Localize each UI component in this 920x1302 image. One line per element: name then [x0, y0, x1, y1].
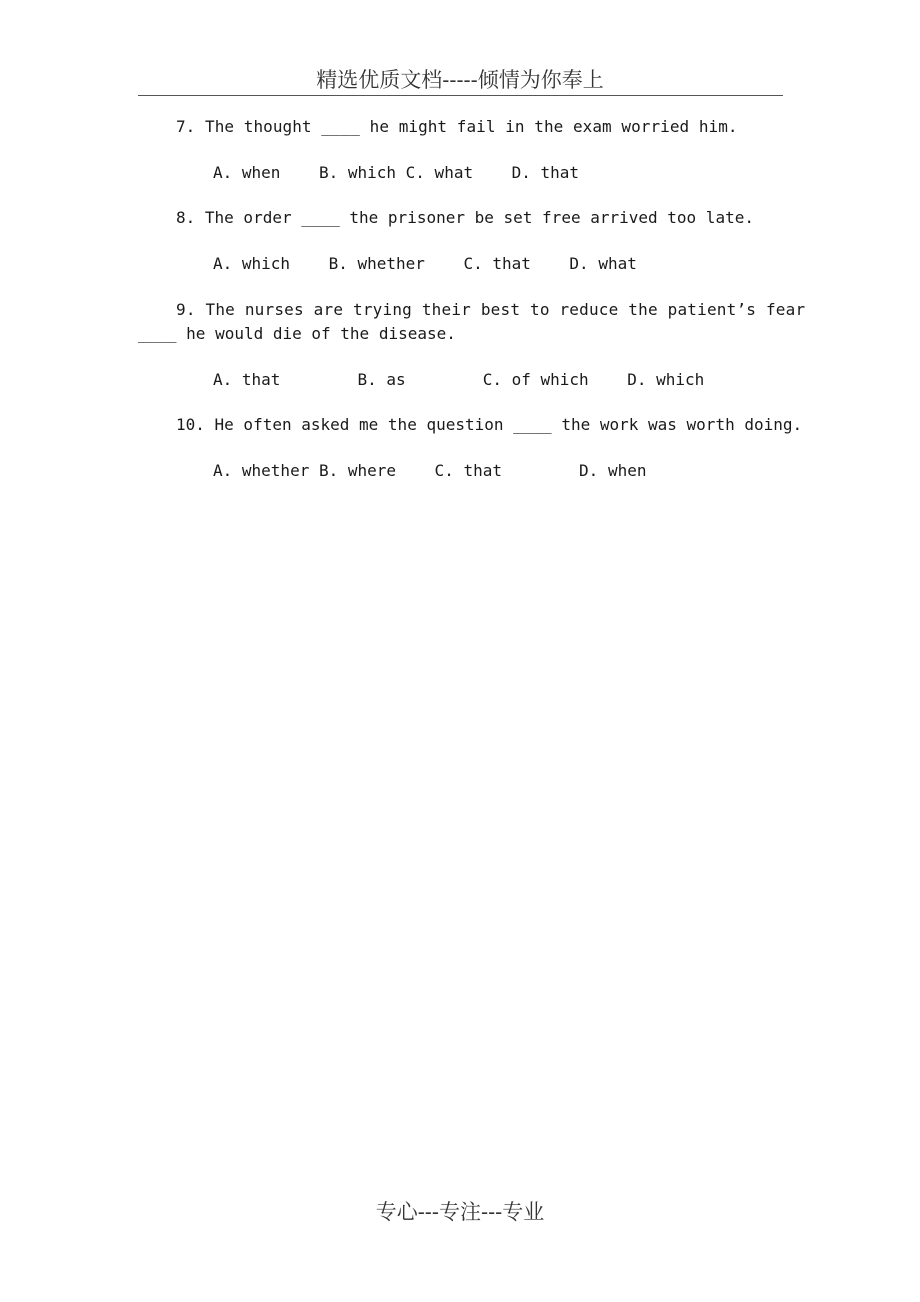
question-8-stem: 8. The order ____ the prisoner be set free arrived too late.: [176, 208, 754, 227]
question-7-options: A. when B. which C. what D. that: [213, 163, 580, 182]
question-7-stem: 7. The thought ____ he might fail in the exam worried him.: [176, 117, 738, 136]
question-8-options: A. which B. whether C. that D. what: [213, 254, 637, 273]
page-header-title: 精选优质文档-----倾情为你奉上: [316, 68, 604, 92]
page-footer-text: 专心---专注---专业: [375, 1200, 545, 1224]
question-10-options: A. whether B. where C. that D. when: [213, 461, 647, 480]
header-divider: [138, 95, 783, 96]
question-10-stem: 10. He often asked me the question ____ the work was worth doing.: [176, 415, 803, 434]
question-9-stem-line1: 9. The nurses are trying their best to reduce the patient’s fear: [176, 300, 806, 319]
question-9-options: A. that B. as C. of which D. which: [213, 370, 705, 389]
question-9-stem-line2: ____ he would die of the disease.: [138, 324, 456, 343]
